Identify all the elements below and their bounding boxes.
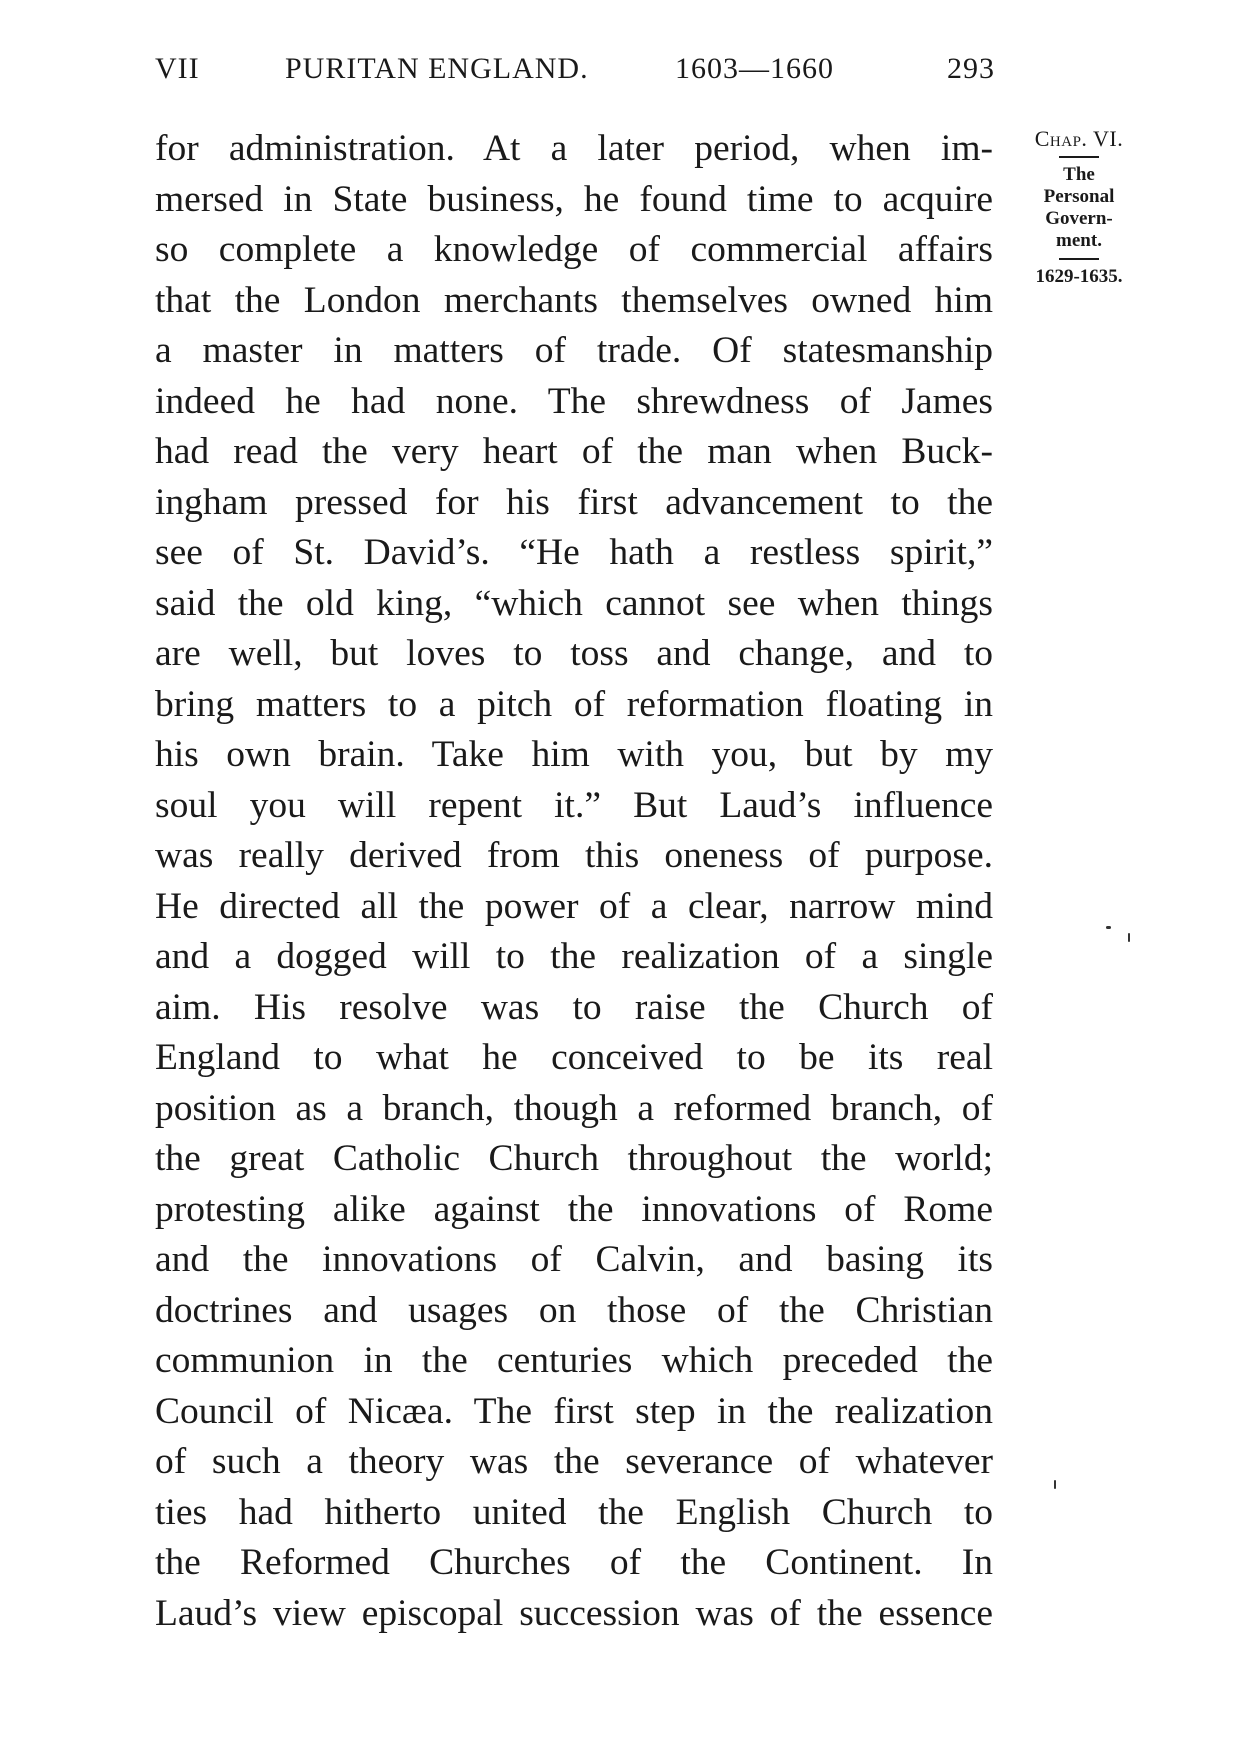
chapter-number: VII bbox=[155, 52, 200, 85]
margin-note-line: Govern- bbox=[1045, 208, 1113, 229]
margin-chapter: Chap. VI. bbox=[1034, 126, 1124, 151]
text-line: are well, but loves to toss and change, and to bbox=[155, 633, 993, 674]
text-line: so complete a knowledge of commercial affairs bbox=[155, 229, 993, 270]
running-head bbox=[155, 52, 995, 92]
text-line: said the old king, “which cannot see when things bbox=[155, 582, 993, 624]
text-line: aim. His resolve was to raise the Church of bbox=[155, 986, 993, 1028]
text-line: soul you will repent it.” But Laud’s influence bbox=[155, 784, 993, 826]
text-line: He directed all the power of a clear, narrow mind bbox=[155, 885, 993, 927]
text-line: see of St. David’s. “He hath a restless spirit,” bbox=[155, 532, 993, 573]
margin-years: 1629-1635. bbox=[1035, 266, 1123, 287]
text-line: was really derived from this oneness of purpose. bbox=[155, 835, 993, 876]
text-line: England to what he conceived to be its real bbox=[155, 1037, 993, 1078]
text-line: that the London merchants themselves owned him bbox=[155, 279, 993, 321]
text-line: the great Catholic Church throughout the world; bbox=[155, 1138, 993, 1179]
text-line: ties had hitherto united the English Church to bbox=[155, 1491, 993, 1533]
print-speck bbox=[1054, 1480, 1056, 1489]
margin-rule bbox=[1059, 258, 1099, 260]
text-line: bring matters to a pitch of reformation floating in bbox=[155, 683, 993, 725]
margin-note-line: ment. bbox=[1056, 230, 1102, 251]
text-line: ingham pressed for his first advancement to the bbox=[155, 481, 993, 523]
margin-rule bbox=[1059, 156, 1099, 158]
text-line: the Reformed Churches of the Continent. In bbox=[155, 1542, 993, 1583]
text-line: Council of Nicæa. The first step in the realization bbox=[155, 1390, 993, 1432]
text-line: mersed in State business, he found time to acquire bbox=[155, 178, 993, 220]
print-speck bbox=[1128, 933, 1130, 942]
text-line: a master in matters of trade. Of statesmanship bbox=[155, 330, 993, 371]
running-dates: 1603—1660 bbox=[675, 52, 834, 85]
running-title: PURITAN ENGLAND. bbox=[285, 52, 589, 85]
text-line: his own brain. Take him with you, but by my bbox=[155, 734, 993, 775]
text-line: position as a branch, though a reformed branch, of bbox=[155, 1087, 993, 1129]
margin-note-line: Personal bbox=[1043, 186, 1115, 207]
margin-note bbox=[1012, 128, 1146, 288]
text-line: indeed he had none. The shrewdness of James bbox=[155, 380, 993, 422]
text-line: had read the very heart of the man when Buck- bbox=[155, 431, 993, 472]
text-line: of such a theory was the severance of whatever bbox=[155, 1441, 993, 1482]
text-line: Laud’s view episcopal succession was of the essence bbox=[155, 1592, 993, 1634]
text-line: doctrines and usages on those of the Christian bbox=[155, 1289, 993, 1331]
print-speck bbox=[1106, 926, 1111, 929]
body-text bbox=[155, 124, 993, 1639]
text-line: for administration. At a later period, when im- bbox=[155, 128, 993, 169]
margin-note-line: The bbox=[1063, 164, 1095, 185]
text-line: and a dogged will to the realization of a single bbox=[155, 936, 993, 977]
text-line: protesting alike against the innovations of Rome bbox=[155, 1188, 993, 1230]
page-number: 293 bbox=[947, 52, 995, 85]
text-line: and the innovations of Calvin, and basing its bbox=[155, 1239, 993, 1280]
text-line: communion in the centuries which preceded the bbox=[155, 1340, 993, 1381]
